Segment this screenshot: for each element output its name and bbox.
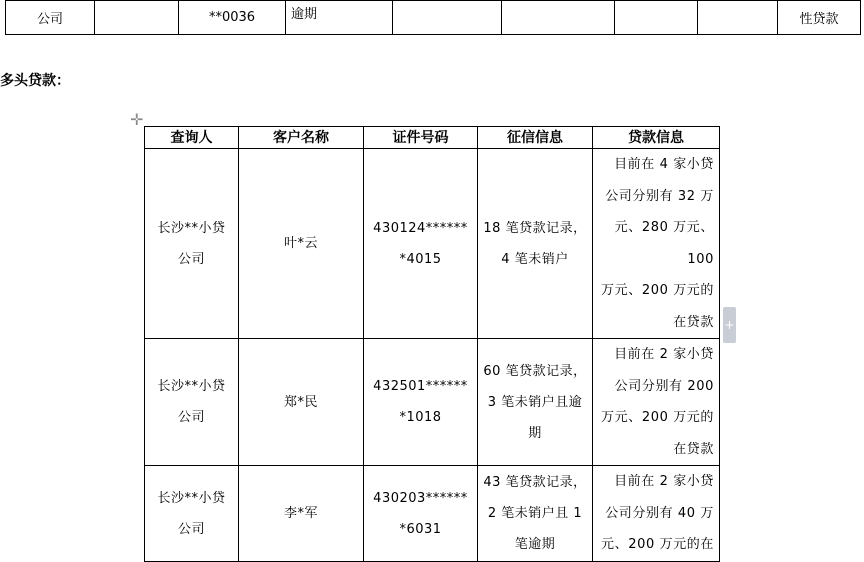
table-row (6, 1, 861, 35)
cell-line: 目前在 2 家小贷 (614, 474, 714, 489)
table-cell (502, 1, 615, 35)
customer-cell: 叶*云 (239, 149, 364, 339)
table-move-handle-icon[interactable]: ✛ (130, 110, 144, 129)
cell-line: 目前在 2 家小贷 (614, 347, 714, 362)
credit-cell (478, 466, 593, 562)
column-header-id-number: 证件号码 (364, 127, 478, 149)
id-number-cell (364, 339, 478, 466)
column-header-loan: 贷款信息 (593, 127, 720, 149)
cell-line: 430203****** (373, 490, 468, 506)
cell-line: 4 笔未销户 (501, 251, 569, 267)
cell-line: *4015 (399, 251, 442, 267)
cell-line: 长沙**小贷 (157, 379, 226, 394)
cell-line: 在贷款 (673, 314, 714, 330)
cell-line: 18 笔贷款记录， (483, 220, 587, 236)
cell-line: 元、200 万元的在 (601, 537, 714, 552)
previous-table-fragment (5, 0, 861, 35)
table-cell (698, 1, 778, 35)
column-header-inquirer: 查询人 (145, 127, 239, 149)
table-row (145, 339, 720, 466)
cell-line: 笔逾期 (514, 537, 556, 552)
table-cell: **0036 (179, 1, 286, 35)
inquirer-cell (145, 339, 239, 466)
cell-line: 公司分别有 32 万 (605, 188, 714, 204)
loan-cell (593, 149, 720, 339)
cell-line: 万元、200 万元的 (601, 410, 714, 425)
cell-line: *1018 (399, 410, 442, 425)
cell-line: *6031 (399, 521, 442, 537)
column-header-credit: 征信信息 (478, 127, 593, 149)
table-row (145, 149, 720, 339)
cell-line: 元、280 万元、100 (614, 220, 714, 267)
table-row (145, 466, 720, 562)
cell-line: 43 笔贷款记录， (483, 475, 587, 490)
cell-line: 2 笔未销户且 1 (487, 506, 583, 521)
cell-line: 公司 (177, 521, 205, 537)
cell-line: 430124****** (373, 220, 468, 236)
loan-cell (593, 466, 720, 562)
table-cell: 公司 (6, 1, 95, 35)
id-number-cell (364, 149, 478, 339)
credit-cell (478, 339, 593, 466)
cell-line: 目前在 4 家小贷 (614, 157, 714, 172)
cell-line: 长沙**小贷 (157, 490, 226, 506)
cell-line: 432501****** (373, 379, 468, 394)
table-cell: 逾期 (286, 1, 393, 35)
cell-line: 公司 (177, 410, 205, 425)
multi-loan-table (144, 126, 720, 562)
loan-cell (593, 339, 720, 466)
table-cell (615, 1, 698, 35)
table-header-row (145, 127, 720, 149)
cell-line: 公司分别有 200 (614, 378, 714, 394)
inquirer-cell (145, 149, 239, 339)
cell-line: 60 笔贷款记录， (483, 363, 587, 379)
section-heading: 多头贷款： (0, 73, 70, 89)
inquirer-cell (145, 466, 239, 562)
table-cell (393, 1, 502, 35)
table-cell (95, 1, 179, 35)
customer-cell: 李*军 (239, 466, 364, 562)
cell-line: 3 笔未销户且逾 (487, 394, 583, 410)
cell-line: 公司分别有 40 万 (605, 505, 714, 521)
cell-line: 万元、200 万元的 (601, 283, 714, 298)
table-cell: 性贷款 (778, 1, 861, 35)
row-resize-handle-icon[interactable]: + (723, 307, 736, 343)
customer-cell: 郑*民 (239, 339, 364, 466)
cell-line: 在贷款 (673, 441, 714, 457)
credit-cell (478, 149, 593, 339)
cell-line: 公司 (177, 251, 205, 267)
column-header-customer: 客户名称 (239, 127, 364, 149)
id-number-cell (364, 466, 478, 562)
cell-line: 期 (528, 425, 542, 441)
cell-line: 长沙**小贷 (157, 220, 226, 236)
